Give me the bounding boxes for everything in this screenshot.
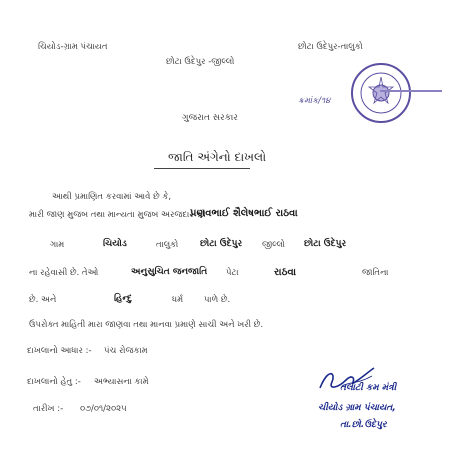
resident-text: ના રહેવાસી છે. તેઓ	[29, 268, 99, 278]
purpose-label: દાખલાનો હેતુ :-	[27, 377, 81, 387]
government-label: ગુજરાત સરકાર	[182, 113, 238, 123]
date-label: તારીખ :-	[33, 404, 64, 414]
village-value: ચિયોડ	[103, 239, 127, 249]
follow-text: પાળે છે.	[204, 295, 231, 305]
basis-value: પંચ રોજકામ	[104, 346, 148, 356]
stamp-line-2: ચીયોડ ગ્રામ પંચાયત,	[318, 403, 396, 413]
basis-label: દાખલાનો આધાર :-	[27, 346, 92, 356]
stamp-line-1: તલાટી કમ મંત્રી	[340, 383, 397, 393]
taluka-value: છોટા ઉદેપુર	[200, 239, 243, 249]
are-text: છે. અને	[29, 295, 57, 305]
round-seal-icon	[350, 62, 412, 124]
header-district: છોટા ઉદેપુર -જીલ્લો	[166, 57, 235, 67]
sub-label: પેટા	[226, 268, 239, 278]
reference-number: ક્રમાંક/૧૪	[298, 96, 331, 106]
taluka-label: તાલુકો	[156, 240, 179, 250]
purpose-value: અભ્યાસના કામે	[94, 377, 149, 387]
category-value: અનુસુચિત જનજાતિ	[131, 267, 208, 277]
closing-line: ઉપરોક્ત માહિતી મારા જાણવા તથા માનવા પ્રમાણે સાચી અને ખરી છે.	[29, 320, 264, 330]
village-label: ગામ	[50, 240, 65, 250]
caste-label: જાતિના	[362, 268, 389, 278]
title-underline	[154, 168, 250, 169]
page-title: જાતિ અંગેનો દાખલો	[168, 150, 267, 164]
applicant-name: પ્રણવભાઈ શૈલેષભાઈ રાઠવા	[190, 208, 298, 219]
stamp-line-3: તા.છો.ઉદેપુર	[340, 420, 387, 430]
body-line-1: આથી પ્રમાણિત કરવામાં આવે છે કે,	[52, 192, 172, 202]
caste-value: રાઠવા	[274, 267, 297, 278]
body-line-2-prefix: મારી જાણ મુજબ તથા માન્યતા મુજબ અરજદાર શ્રી	[29, 210, 206, 220]
district-label: જીલ્લો	[262, 240, 286, 250]
religion-value: હિન્દુ	[114, 294, 132, 304]
date-value: ૦૭/૦૧/૨૦૨૫	[80, 404, 127, 414]
district-value: છોટા ઉદેપુર	[304, 239, 347, 249]
seal-line	[380, 90, 442, 92]
header-village-panchayat: ચિયોડ-ગ્રામ પંચાયત	[38, 42, 108, 52]
header-taluka: છોટા ઉદેપુર-તાલુકો	[298, 42, 363, 52]
religion-label: ધર્મ	[172, 295, 184, 305]
